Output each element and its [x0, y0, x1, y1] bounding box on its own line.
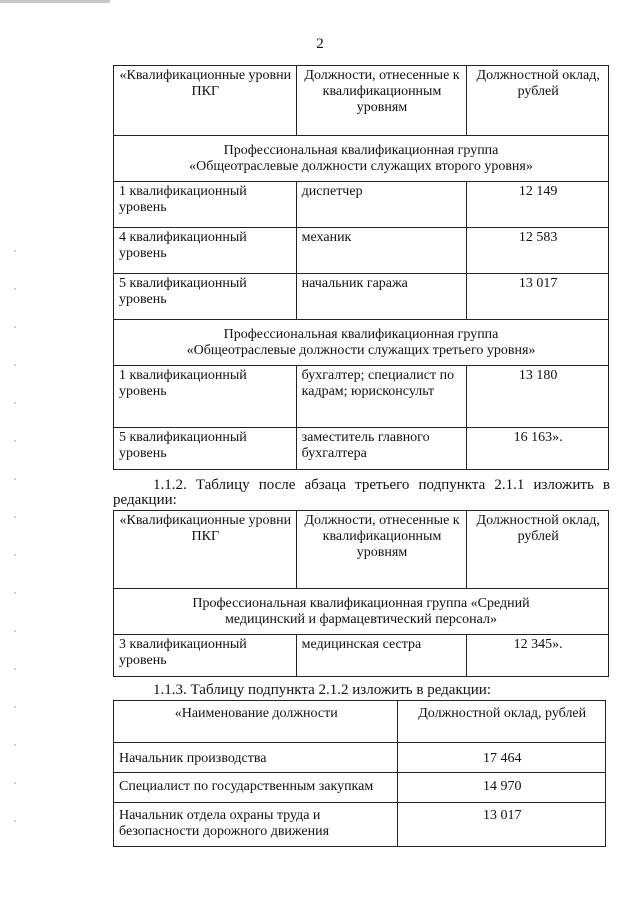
- position-name-cell: Специалист по государственным закупкам: [114, 773, 398, 803]
- salary-cell: 13 180: [467, 366, 609, 428]
- salary-table-3: [113, 700, 606, 847]
- salary-table-1: [113, 65, 609, 470]
- salary-cell: 13 017: [467, 274, 609, 320]
- position-name-cell: Начальник производства: [114, 743, 398, 773]
- table-header-row: [114, 511, 609, 589]
- table-row: [114, 743, 606, 773]
- scan-margin-dots: [14, 250, 16, 850]
- salary-cell: 17 464: [398, 743, 606, 773]
- group-title-row: [114, 589, 609, 635]
- group-title-row: [114, 320, 609, 366]
- group-title-row: [114, 136, 609, 182]
- paragraph-1-1-3: 1.1.3. Таблицу подпункта 2.1.2 изложить в редакции:: [153, 682, 491, 698]
- position-cell: механик: [296, 228, 467, 274]
- table-row: [114, 366, 609, 428]
- header-positions: Должности, отнесенные к квалификационным уровням: [296, 511, 467, 589]
- table-row: [114, 274, 609, 320]
- position-cell: диспетчер: [296, 182, 467, 228]
- table-row: [114, 428, 609, 470]
- position-cell: бухгалтер; специалист по кадрам; юрисконсульт: [296, 366, 467, 428]
- salary-cell: 12 583: [467, 228, 609, 274]
- level-cell: 1 квалификационный уровень: [114, 366, 297, 428]
- table-row: [114, 635, 609, 677]
- header-levels: «Квалификационные уровни ПКГ: [114, 511, 297, 589]
- header-salary: Должностной оклад, рублей: [467, 511, 609, 589]
- header-salary: Должностной оклад, рублей: [467, 66, 609, 136]
- salary-cell: 12 149: [467, 182, 609, 228]
- table-header-row: [114, 701, 606, 743]
- page-number: 2: [316, 36, 324, 52]
- salary-cell: 13 017: [398, 803, 606, 847]
- level-cell: 5 квалификационный уровень: [114, 428, 297, 470]
- header-levels: «Квалификационные уровни ПКГ: [114, 66, 297, 136]
- table-row: [114, 773, 606, 803]
- group-title: Профессиональная квалификационная группа «Общеотраслевые должности служащих второго уровня»: [114, 136, 609, 182]
- position-cell: заместитель главного бухгалтера: [296, 428, 467, 470]
- paragraph-1-1-2: 1.1.2. Таблицу после абзаца третьего подпункта 2.1.1 изложить в редакции:: [113, 477, 610, 508]
- position-cell: начальник гаража: [296, 274, 467, 320]
- salary-cell: 16 163».: [467, 428, 609, 470]
- level-cell: 5 квалификационный уровень: [114, 274, 297, 320]
- header-position-name: «Наименование должности: [114, 701, 398, 743]
- position-cell: медицинская сестра: [296, 635, 467, 677]
- table-row: [114, 803, 606, 847]
- level-cell: 3 квалификационный уровень: [114, 635, 297, 677]
- scan-edge-mark: [0, 0, 110, 3]
- table-header-row: [114, 66, 609, 136]
- table-row: [114, 228, 609, 274]
- level-cell: 4 квалификационный уровень: [114, 228, 297, 274]
- group-title: Профессиональная квалификационная группа «Средний медицинский и фармацевтический персонал»: [114, 589, 609, 635]
- group-title: Профессиональная квалификационная группа «Общеотраслевые должности служащих третьего уровня»: [114, 320, 609, 366]
- salary-cell: 14 970: [398, 773, 606, 803]
- header-positions: Должности, отнесенные к квалификационным уровням: [296, 66, 467, 136]
- header-salary: Должностной оклад, рублей: [398, 701, 606, 743]
- position-name-cell: Начальник отдела охраны труда и безопасности дорожного движения: [114, 803, 398, 847]
- salary-table-2: [113, 510, 609, 677]
- salary-cell: 12 345».: [467, 635, 609, 677]
- level-cell: 1 квалификационный уровень: [114, 182, 297, 228]
- table-row: [114, 182, 609, 228]
